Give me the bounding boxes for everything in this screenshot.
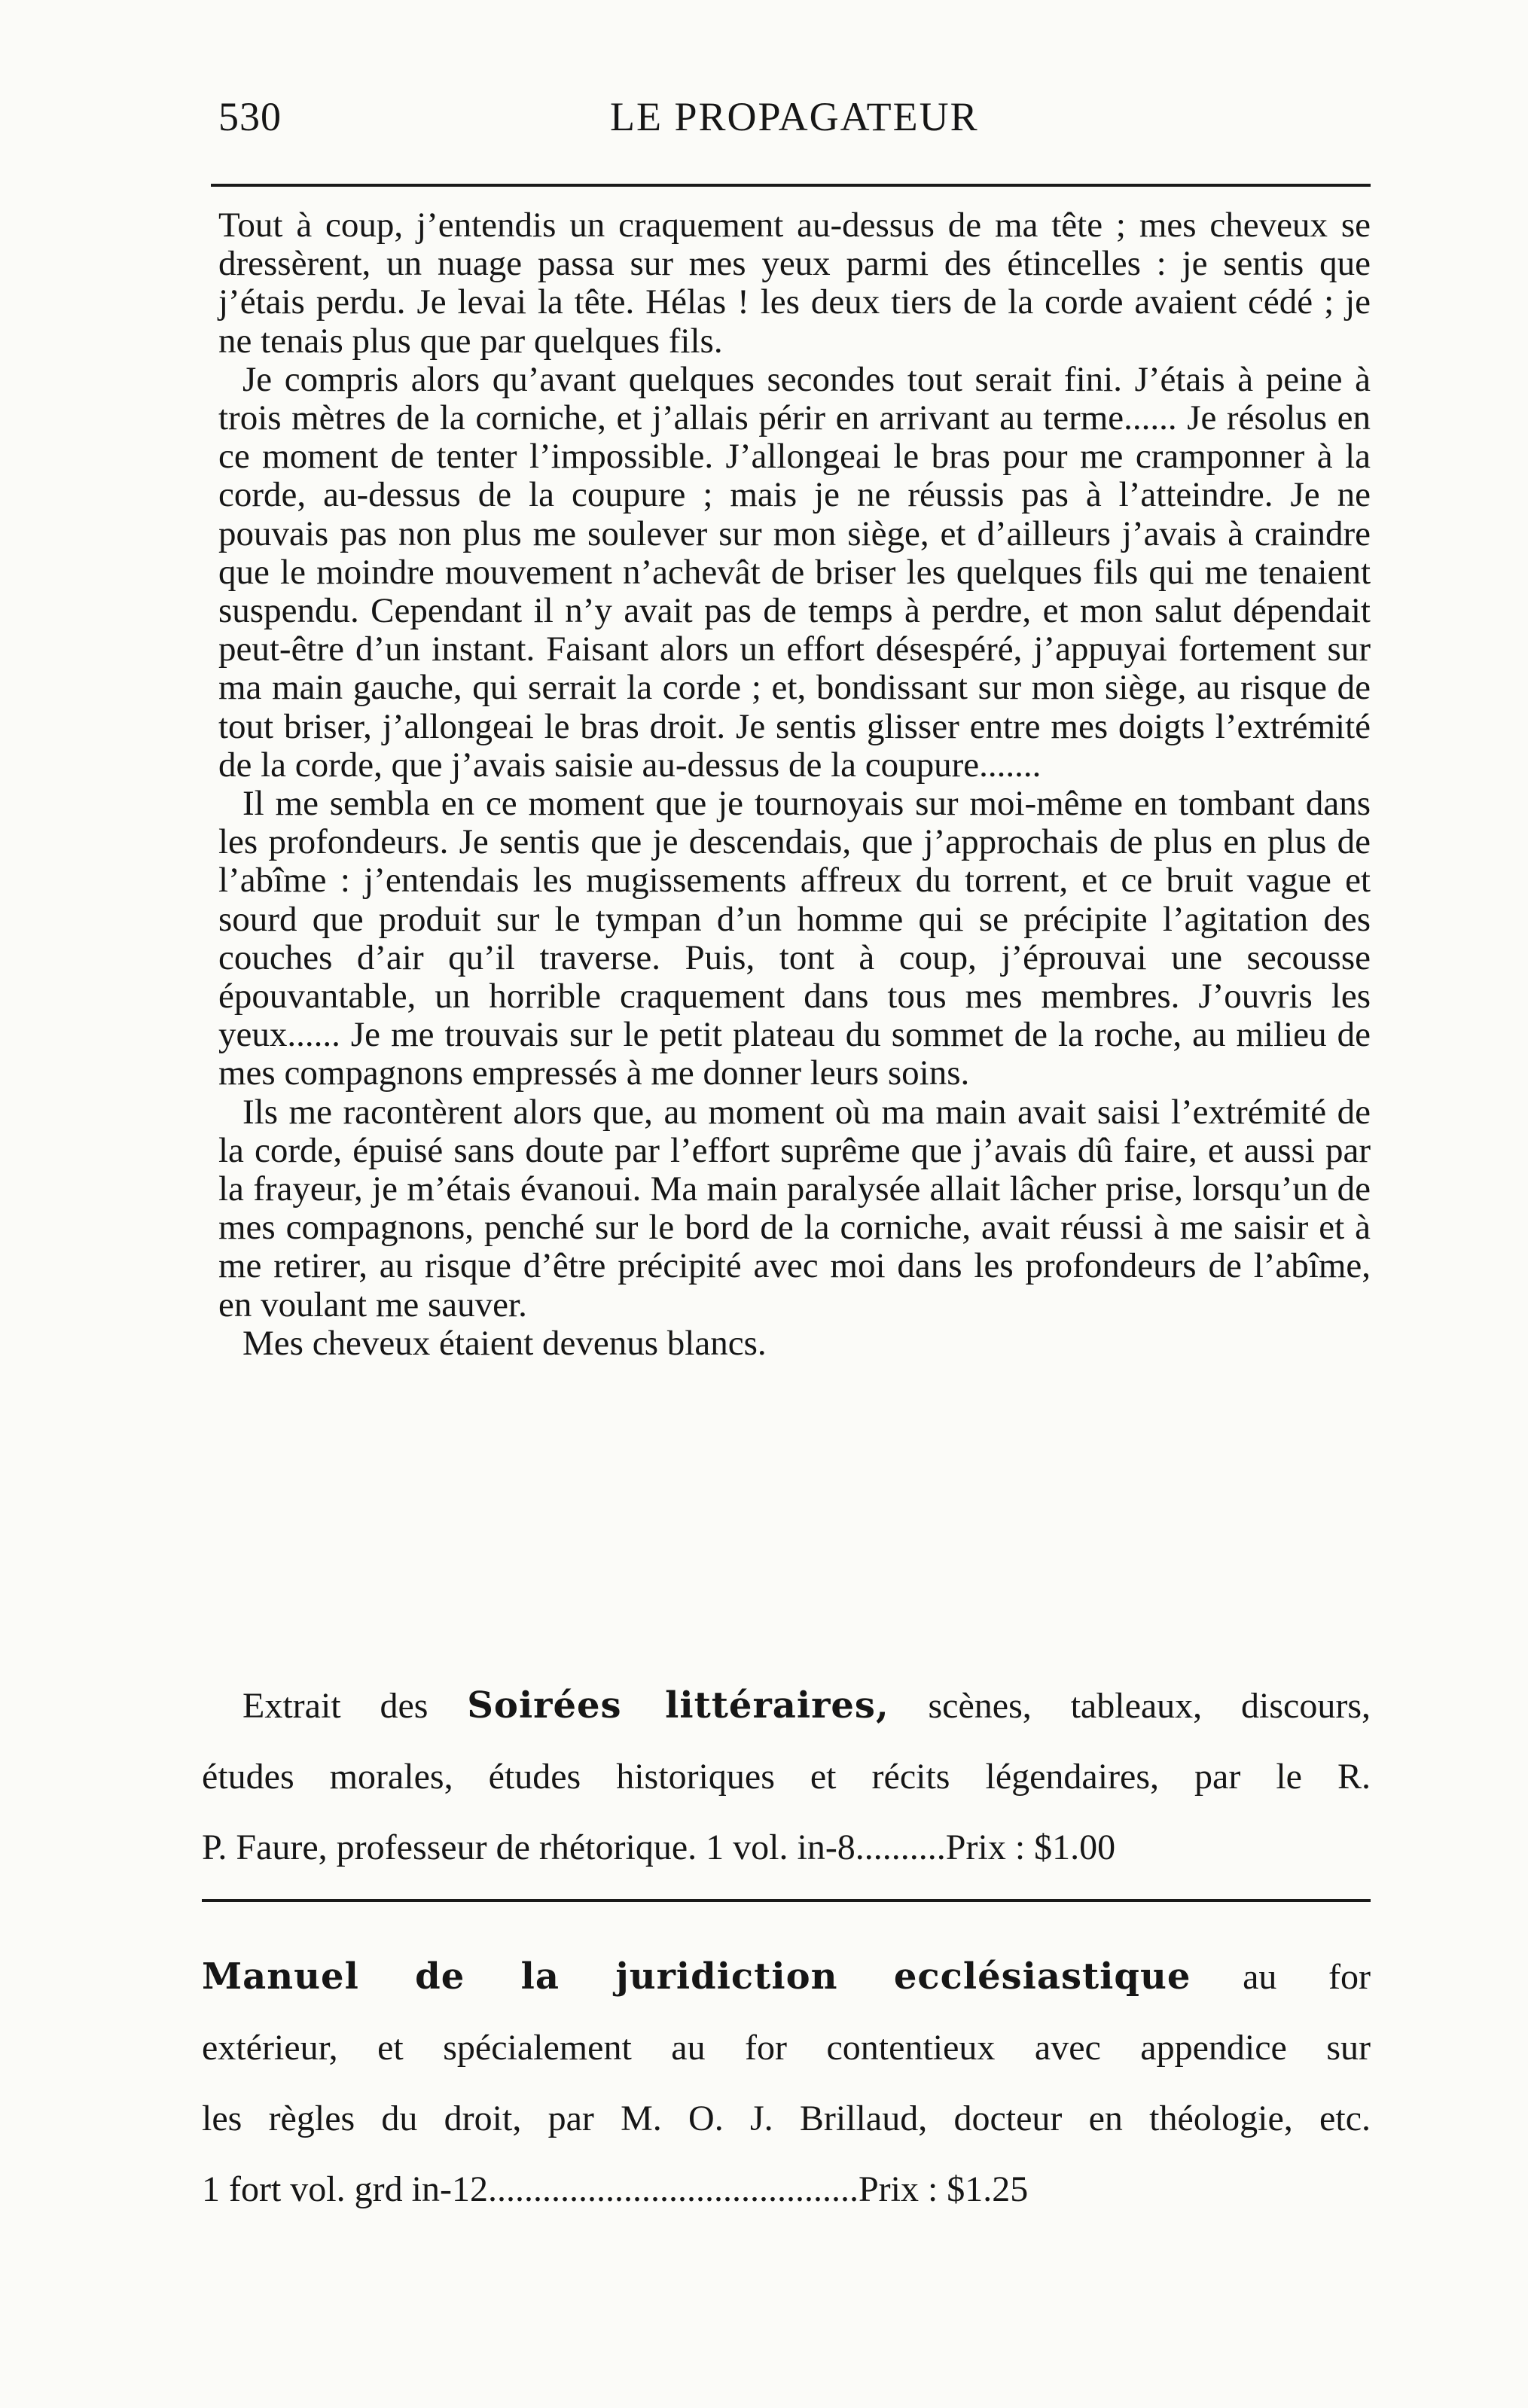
ad-line <box>202 1941 1371 2013</box>
page-header <box>218 93 1363 154</box>
paragraph: Mes cheveux étaient devenus blancs. <box>242 1323 767 1363</box>
ad-title: Manuel de la juridiction ecclésiastique <box>202 1955 1191 1998</box>
ad-line: extérieur, et spécialement au for contentieux avec appendice sur <box>202 2028 1371 2068</box>
page-number: 530 <box>218 94 282 139</box>
header-rule <box>211 184 1371 187</box>
section-rule <box>202 1899 1371 1902</box>
paragraph: Il me sembla en ce moment que je tournoyais sur moi-même en tombant dans les profondeurs. Je sentis que je descendais, que j’approchais de plus en plus de l’abîme : j’entendais les mugissements affreux du torrent, et ce bruit vague et sourd que produit sur le tympan d’un homme qui se précipite l’agitation des couches d’air qu’il traverse. Puis, tont à coup, j’éprouvai une secousse épouvantable, un horrible craquement dans tous mes membres. J’ouvris les yeux...... Je me trouvais sur le petit plateau du sommet de la roche, au milieu de mes compagnons empressés à me donner leurs soins. <box>218 784 1371 1093</box>
ad-text: scènes, tableaux, discours, <box>889 1686 1371 1726</box>
ad-price-line: 1 fort vol. grd in-12.........................................Prix : $1.25 <box>202 2169 1029 2209</box>
advertisement-manuel <box>202 1941 1371 2225</box>
paragraph: Tout à coup, j’entendis un craquement au-dessus de ma tête ; mes cheveux se dressèrent, un nuage passa sur mes yeux parmi des étincelles : je sentis que j’étais perdu. Je levai la tête. Hélas ! les deux tiers de la corde avaient cédé ; je ne tenais plus que par quelques fils. <box>218 206 1371 361</box>
ad-price-line: P. Faure, professeur de rhétorique. 1 vol. in-8..........Prix : $1.00 <box>202 1827 1116 1867</box>
ad-line <box>202 1670 1371 1742</box>
running-title: LE PROPAGATEUR <box>610 94 979 139</box>
ad-line: études morales, études historiques et récits légendaires, par le R. <box>202 1757 1371 1797</box>
story-text <box>218 206 1371 1363</box>
ad-text: au for <box>1191 1957 1371 1997</box>
advertisement-soirees <box>202 1670 1371 1883</box>
ad-title: Soirées littéraires, <box>467 1684 889 1727</box>
ad-line: les règles du droit, par M. O. J. Brillaud, docteur en théologie, etc. <box>202 2099 1371 2138</box>
paragraph: Je compris alors qu’avant quelques secondes tout serait fini. J’étais à peine à trois mètres de la corniche, et j’allais périr en arrivant au terme...... Je résolus en ce moment de tenter l’impossible. J’allongeai le bras pour me cramponner à la corde, au-dessus de la coupure ; mais je ne réussis pas à l’atteindre. Je ne pouvais pas non plus me soulever sur mon siège, et d’ailleurs j’avais à craindre que le moindre mouvement n’achevât de briser les quelques fils qui me tenaient suspendu. Cependant il n’y avait pas de temps à perdre, et mon salut dépendait peut-être d’un instant. Faisant alors un effort désespéré, j’appuyai fortement sur ma main gauche, qui serrait la corde ; et, bondissant sur mon siège, au risque de tout briser, j’allongeai le bras droit. Je sentis glisser entre mes doigts l’extrémité de la corde, que j’avais saisie au-dessus de la coupure....... <box>218 359 1371 785</box>
ad-prefix: Extrait des <box>242 1686 468 1726</box>
paragraph: Ils me racontèrent alors que, au moment où ma main avait saisi l’extrémité de la corde, épuisé sans doute par l’effort suprême que j’avais dû faire, et aussi par la frayeur, je m’étais évanoui. Ma main paralysée allait lâcher prise, lorsqu’un de mes compagnons, penché sur le bord de la corniche, avait réussi à me saisir et à me retirer, au risque d’être précipité avec moi dans les profondeurs de l’abîme, en voulant me sauver. <box>218 1092 1371 1324</box>
